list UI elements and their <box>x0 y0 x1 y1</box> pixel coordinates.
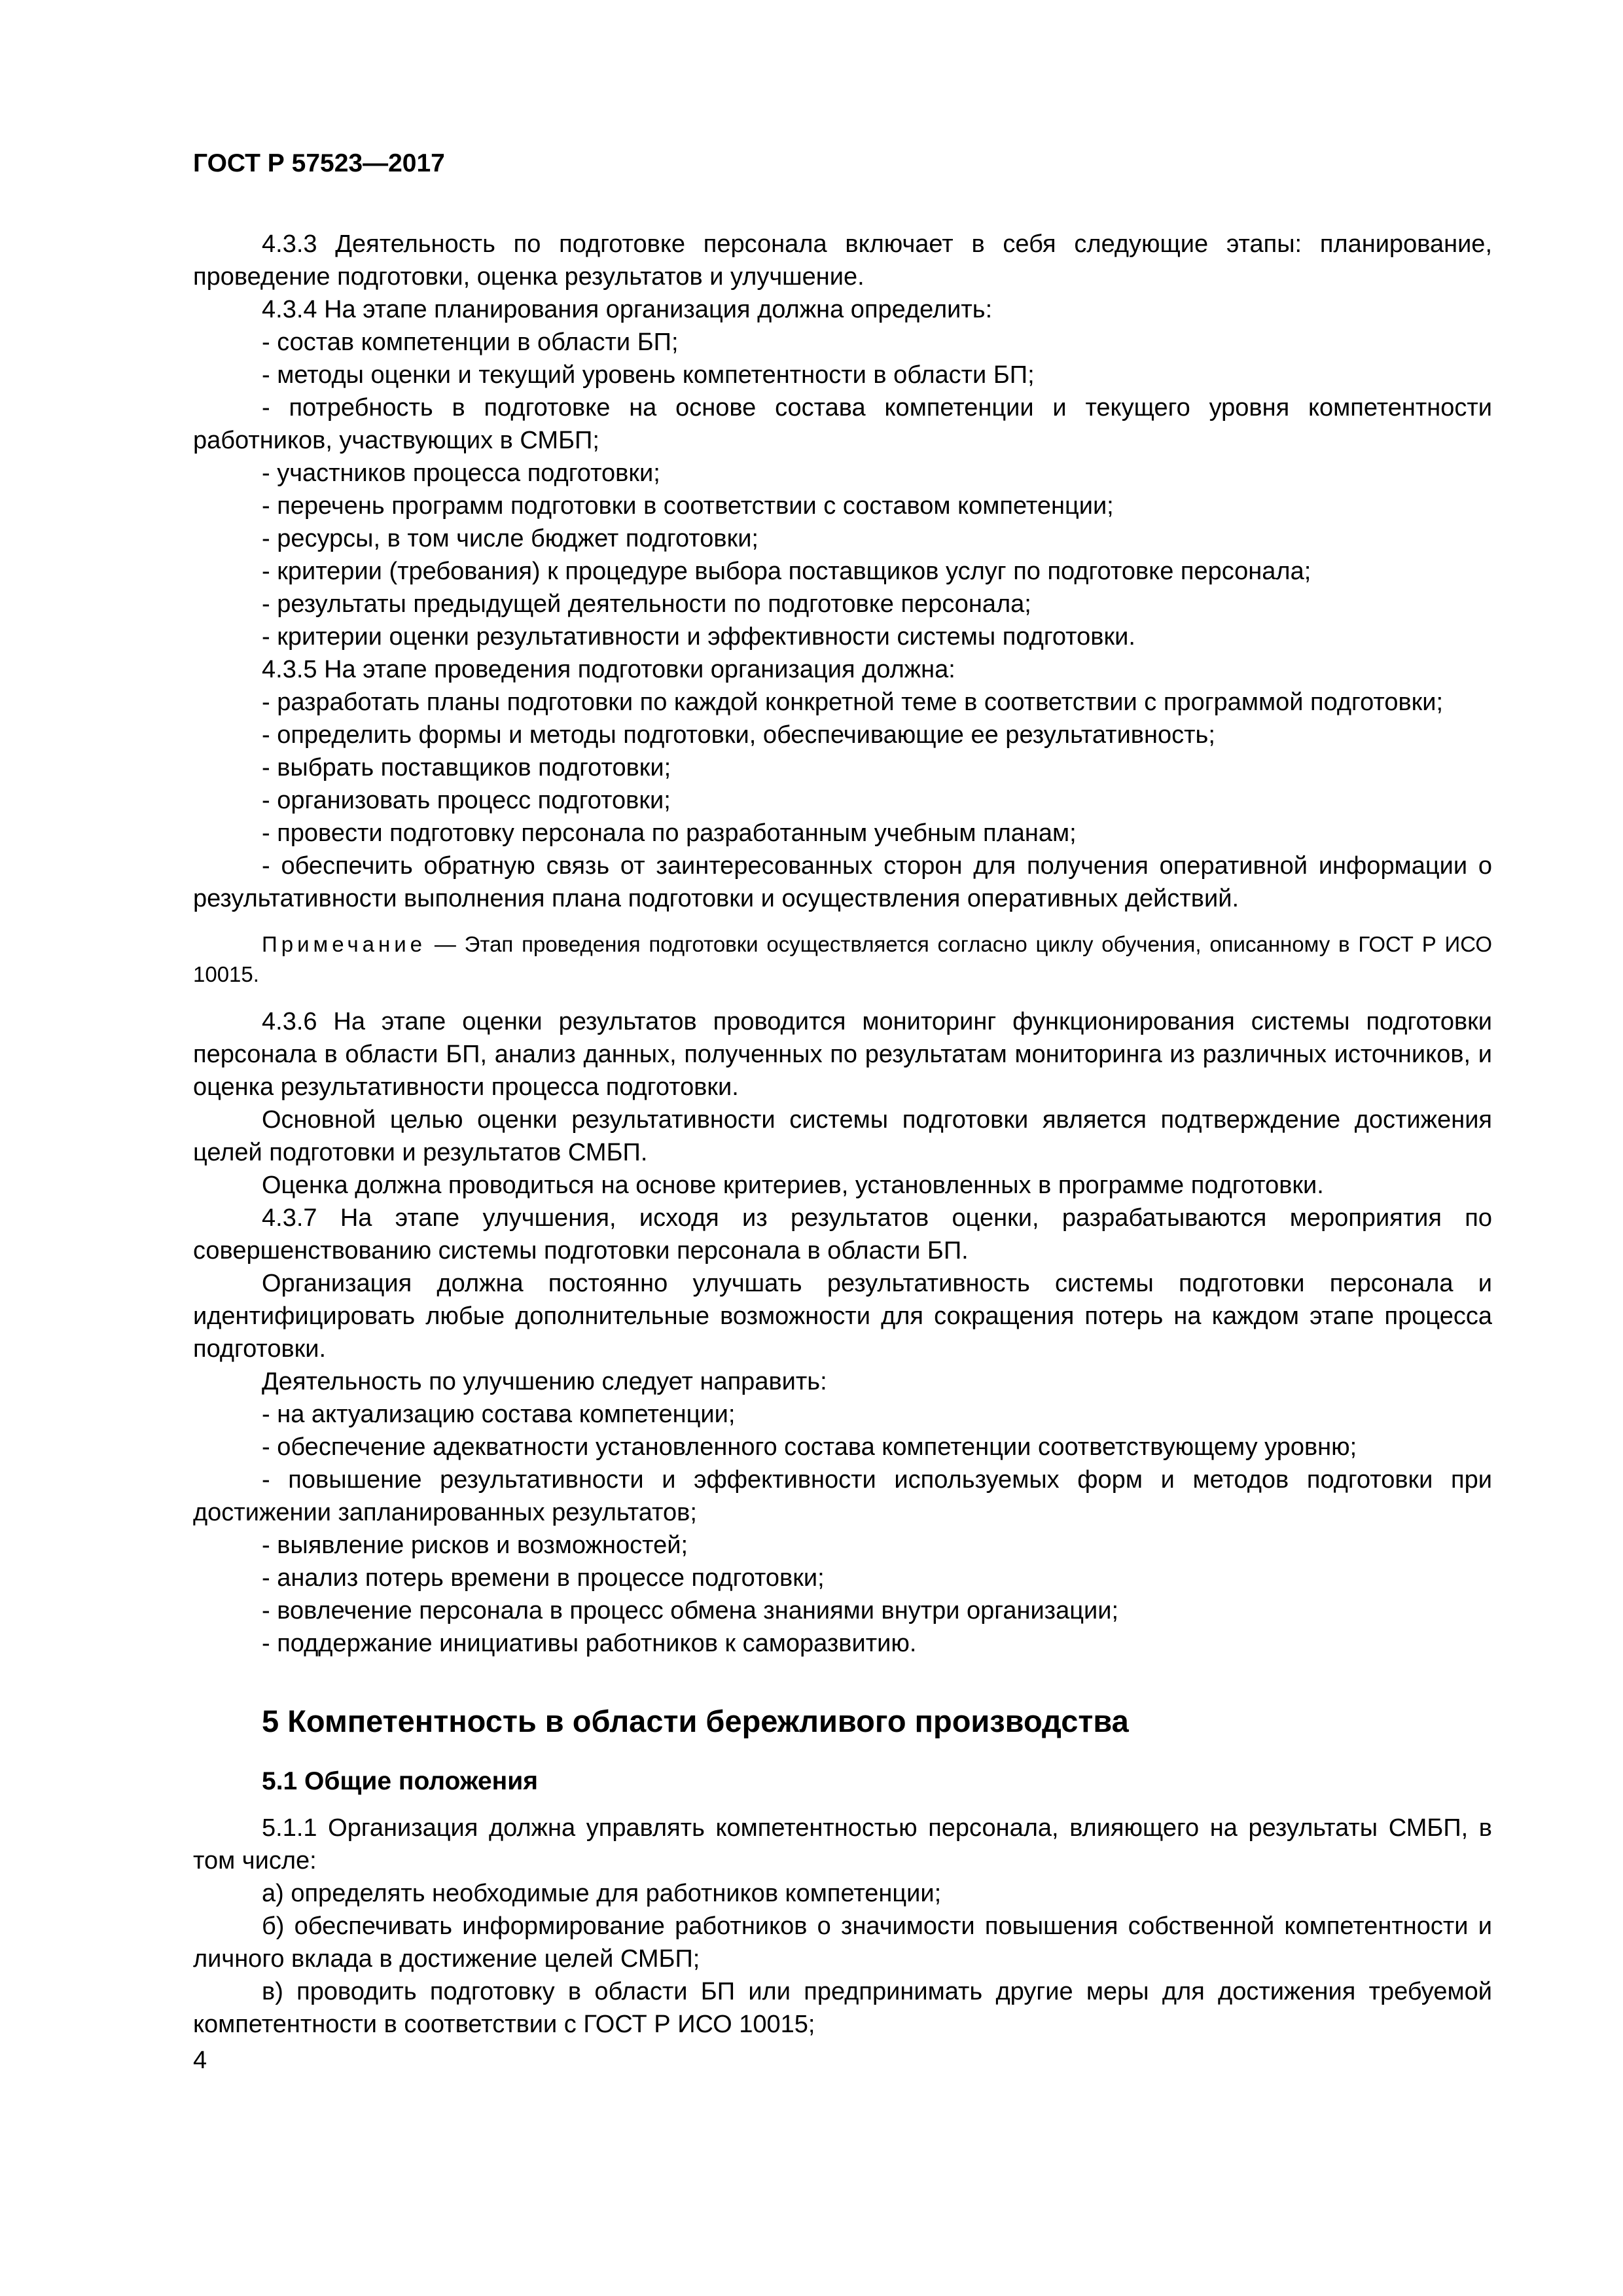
list-item: - выбрать поставщиков подготовки; <box>262 754 671 781</box>
list-item: - участников процесса подготовки; <box>262 459 660 487</box>
paragraph: Деятельность по улучшению следует направить: <box>262 1368 827 1395</box>
document-page <box>193 147 1492 2041</box>
list-item: - обеспечение адекватности установленного состава компетенции соответствующему уровню; <box>262 1433 1357 1461</box>
list-item: - организовать процесс подготовки; <box>262 787 671 814</box>
note-label: Примечание <box>262 932 427 956</box>
list-item: - разработать планы подготовки по каждой конкретной теме в соответствии с программой подготовки; <box>262 689 1444 716</box>
paragraph-4-3-4: 4.3.4 На этапе планирования организация должна определить: <box>262 296 993 323</box>
list-item: - ресурсы, в том числе бюджет подготовки; <box>262 525 758 552</box>
paragraph: Организация должна постоянно улучшать результативность системы подготовки персонала и идентифицировать любые дополнительные возможности для сокращения потерь на каждом этапе процесса подготовки. <box>193 1270 1492 1363</box>
paragraph-4-3-7: 4.3.7 На этапе улучшения, исходя из результатов оценки, разрабатываются мероприятия по совершенствованию системы подготовки персонала в области БП. <box>193 1204 1492 1265</box>
page-number: 4 <box>193 2047 207 2074</box>
section-5-1-text <box>193 1812 1492 2041</box>
list-item: - перечень программ подготовки в соответствии с составом компетенции; <box>262 492 1114 520</box>
list-item: б) обеспечивать информирование работников о значимости повышения собственной компетентности и личного вклада в достижение целей СМБП; <box>193 1912 1492 1973</box>
section-4-3-continued <box>193 1005 1492 1660</box>
list-item: - критерии (требования) к процедуре выбора поставщиков услуг по подготовке персонала; <box>262 558 1311 585</box>
paragraph: Оценка должна проводиться на основе критериев, установленных в программе подготовки. <box>262 1172 1324 1199</box>
paragraph-4-3-3: 4.3.3 Деятельность по подготовке персонала включает в себя следующие этапы: планирование, проведение подготовки, оценка результатов и улучшение. <box>193 230 1492 291</box>
list-item: в) проводить подготовку в области БП или предпринимать другие меры для достижения требуемой компетентности в соответствии с ГОСТ Р ИСО 10015; <box>193 1978 1492 2038</box>
list-item: - повышение результативности и эффективности используемых форм и методов подготовки при достижении запланированных результатов; <box>193 1466 1492 1526</box>
document-code-header: ГОСТ Р 57523—2017 <box>193 149 445 177</box>
note <box>193 929 1492 990</box>
list-item: - вовлечение персонала в процесс обмена знаниями внутри организации; <box>262 1597 1119 1624</box>
list-item: - состав компетенции в области БП; <box>262 329 679 356</box>
list-item: - методы оценки и текущий уровень компетентности в области БП; <box>262 361 1035 389</box>
list-item: - определить формы и методы подготовки, обеспечивающие ее результативность; <box>262 721 1215 749</box>
list-item: - обеспечить обратную связь от заинтересованных сторон для получения оперативной информации о результативности выполнения плана подготовки и осуществления оперативных действий. <box>193 852 1492 912</box>
list-item: - поддержание инициативы работников к саморазвитию. <box>262 1630 917 1657</box>
paragraph-5-1-1: 5.1.1 Организация должна управлять компетентностью персонала, влияющего на результаты СМБП, в том числе: <box>193 1814 1492 1874</box>
subsection-5-1-heading: 5.1 Общие положения <box>262 1767 538 1795</box>
list-item: - анализ потерь времени в процессе подготовки; <box>262 1564 825 1592</box>
list-item: - критерии оценки результативности и эффективности системы подготовки. <box>262 623 1135 651</box>
list-item: - результаты предыдущей деятельности по подготовке персонала; <box>262 590 1031 618</box>
list-item: - выявление рисков и возможностей; <box>262 1532 688 1559</box>
paragraph: Основной целью оценки результативности системы подготовки является подтверждение достижения целей подготовки и результатов СМБП. <box>193 1106 1492 1166</box>
list-item: - провести подготовку персонала по разработанным учебным планам; <box>262 819 1077 847</box>
section-5-heading: 5 Компетентность в области бережливого производства <box>262 1704 1129 1738</box>
list-item: - на актуализацию состава компетенции; <box>262 1401 736 1428</box>
note-text: — Этап проведения подготовки осуществляется согласно циклу обучения, описанному в ГОСТ Р ИСО 10015. <box>193 932 1492 986</box>
list-item: - потребность в подготовке на основе состава компетенции и текущего уровня компетентности работников, участвующих в СМБП; <box>193 394 1492 454</box>
paragraph-4-3-5: 4.3.5 На этапе проведения подготовки организация должна: <box>262 656 955 683</box>
section-4-3-text <box>193 228 1492 915</box>
paragraph-4-3-6: 4.3.6 На этапе оценки результатов проводится мониторинг функционирования системы подготовки персонала в области БП, анализ данных, полученных по результатам мониторинга из различных источников, и оценка результативности процесса подготовки. <box>193 1008 1492 1101</box>
list-item: а) определять необходимые для работников компетенции; <box>262 1880 942 1907</box>
